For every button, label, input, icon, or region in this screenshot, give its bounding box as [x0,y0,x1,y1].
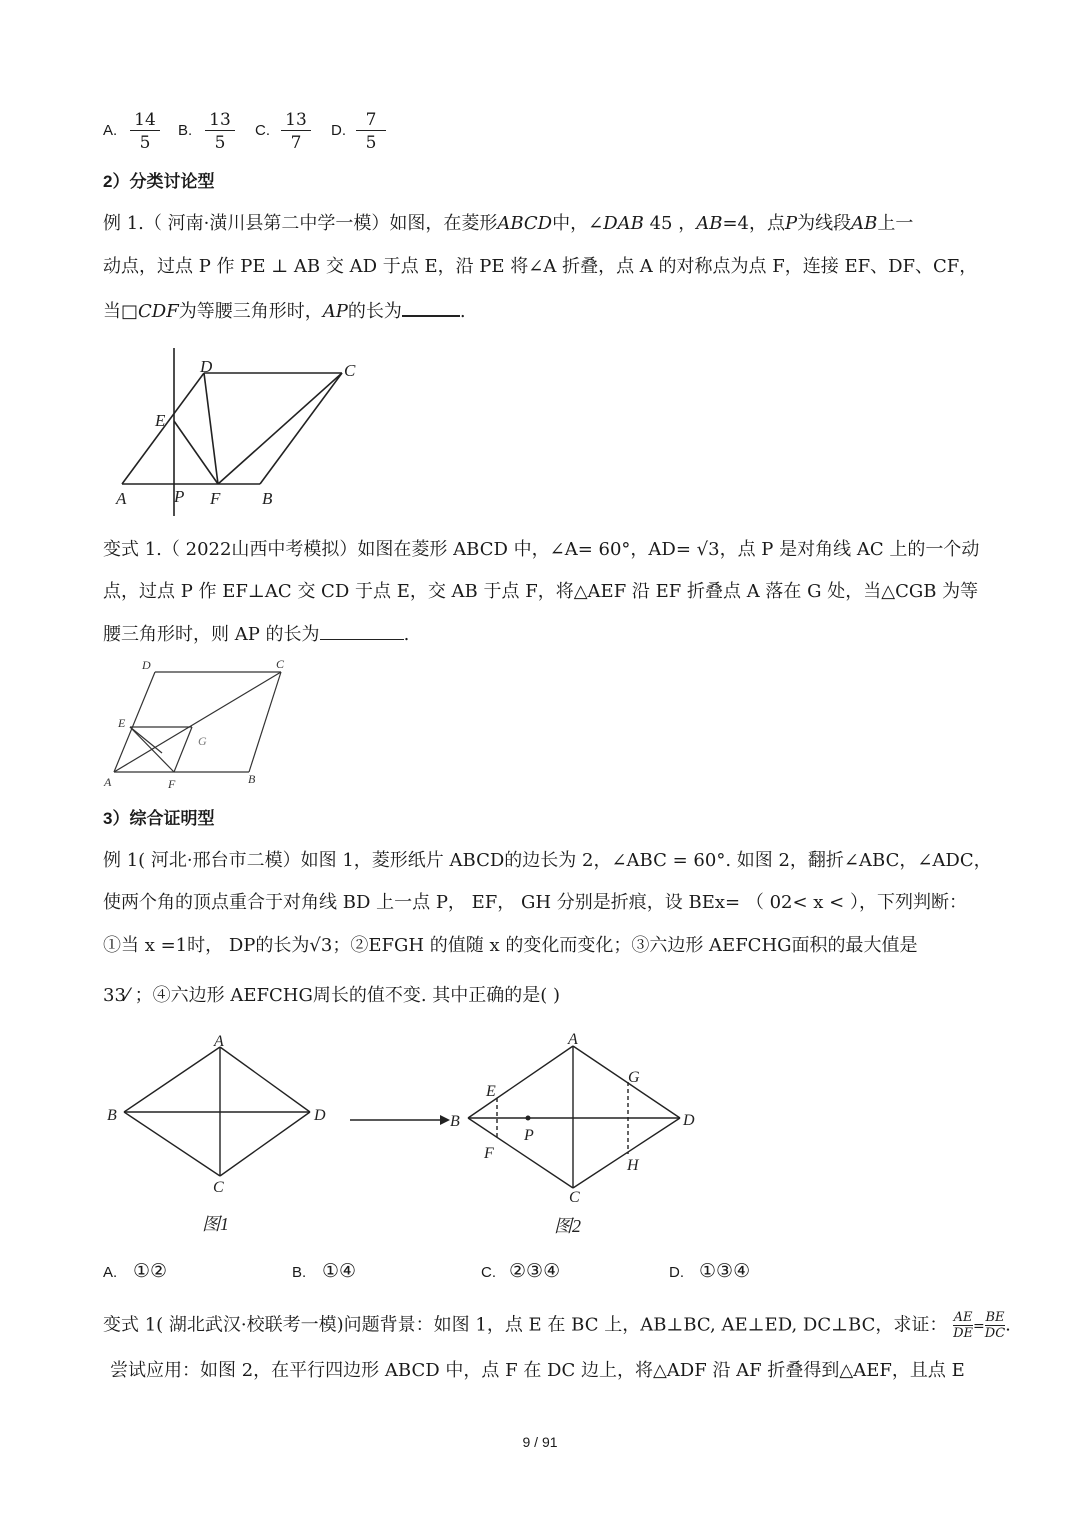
fig2-label-e: E [118,716,126,730]
ex1-line2: 动点，过点 P 作 PE ⊥ AB 交 AD 于点 E，沿 PE 将∠A 折叠，点 A 的对称点为点 F，连接 EF、DF、CF， [103,256,978,277]
figure-rhombus-fold-2 [100,655,300,795]
frac2-num: BE [985,1310,1005,1325]
fraction-ae-de [953,1310,973,1341]
ex1-l1-j: AB [851,213,878,234]
fig2-label-b: B [248,772,256,786]
var1-line3 [103,623,409,646]
s3-var1-l1-text: 变式 1( 湖北武汉·校联考一模)问题背景：如图 1，点 E 在 BC 上，AB⊥BC, AE⊥ED, DC⊥BC，求证： [103,1314,948,1336]
fig3a-label-c: C [213,1179,224,1196]
ex1-l1-k: 上一 [877,213,914,234]
fig1-label-e: E [155,411,166,430]
ex1-line3: 当□CDF为等腰三角形时，AP的长为 . [103,301,466,322]
var1-l3-a: 腰三角形时，则 AP 的长为 [103,624,320,645]
s3-ex1-line3: ①当 x =1时， DP的长为√3；②EFGH 的值随 x 的变化而变化；③六边形 AEFCHG面积的最大值是 [103,935,918,956]
figure-rhombus-3a [100,1032,340,1237]
fig3a-label-a: A [214,1033,224,1050]
fig2-label-c: C [276,657,285,671]
s3-option-b-letter: B. [292,1264,307,1281]
option-d-letter: D. [331,122,346,139]
ex1-l1-c: 中， [552,213,589,234]
s3-option-d-letter: D. [669,1264,684,1281]
frac1-num: AE [953,1310,973,1325]
ex1-l1-f: AB [696,213,723,234]
s3-var1-line1 [103,1310,1011,1341]
section3-heading: 3）综合证明型 [103,809,215,828]
side-bc [260,373,342,484]
ex1-l1-i: 为线段 [797,213,852,234]
fig2-label-g: G [198,734,207,748]
ex1-l3-b: CDF [138,301,179,322]
ex1-l3-f: . [459,301,466,322]
figure-rhombus-3b [440,1030,710,1245]
option-a-den: 5 [130,130,160,153]
segment-ep [130,727,162,753]
side-bc [249,672,281,772]
fig3b-label-g: G [628,1069,640,1086]
frac-end: . [1005,1314,1011,1336]
ex1-l1-e: 45 ， [643,213,697,234]
s3-option-d-text: ①③④ [699,1260,751,1282]
fig3b-label-h: H [627,1157,639,1174]
option-c-fraction [281,110,311,153]
side-ad [573,1046,680,1118]
s3-var1-line2: 尝试应用：如图 2，在平行四边形 ABCD 中，点 F 在 DC 边上，将△ADF 沿 AF 折叠得到△AEF，且点 E [110,1360,965,1381]
frac2-den: DC [984,1326,1006,1341]
ex1-l3-e: 的长为 [347,301,402,322]
fig1-label-a: A [116,489,127,508]
var1-line1: 变式 1.（ 2022山西中考模拟）如图在菱形 ABCD 中，∠A= 60°，AD= √3，点 P 是对角线 AC 上的一个动 [103,539,980,560]
fig2-label-d: D [142,658,151,672]
fig2-label-f: F [168,777,176,791]
frac1-den: DE [953,1326,974,1341]
fraction-be-dc [985,1310,1005,1341]
frac-equals: = [973,1318,985,1335]
ex1-l1-b: ABCD [497,213,553,234]
var1-l3-b: . [403,624,410,645]
ex1-l3-c: 为等腰三角形时， [178,301,323,322]
side-dc [573,1118,680,1188]
s3-option-c-letter: C. [481,1264,496,1281]
option-b-num: 13 [209,110,231,130]
ex1-line1 [103,213,913,235]
fig1-label-f: F [210,489,221,508]
s3-ex1-line1: 例 1( 河北·邢台市二模）如图 1，菱形纸片 ABCD的边长为 2，∠ABC = 60°. 如图 2，翻折∠ABC，∠ADC， [103,850,992,871]
s3-option-c-text: ②③④ [509,1260,561,1282]
answer-blank-1 [402,299,460,317]
ex1-l3-d: AP [322,301,348,322]
option-a-letter: A. [103,122,118,139]
fig3b-label-e: E [486,1083,496,1100]
segment-ef [130,727,174,772]
fig3b-label-b: B [450,1113,460,1130]
s3-option-a-text: ①② [133,1260,168,1282]
fig3b-label-f: F [484,1145,494,1162]
figure-rhombus-fold-1 [110,340,370,520]
fig3a-caption: 图1 [202,1214,229,1234]
fig3a-label-b: B [107,1107,117,1124]
side-ad [220,1047,310,1112]
fig1-label-p: P [174,487,185,506]
answer-blank-2 [320,623,404,640]
ex1-l1-h: P [785,213,798,234]
option-a-num: 14 [134,110,156,130]
fig1-label-b: B [262,489,273,508]
s3-option-a-letter: A. [103,1264,118,1281]
s3-ex1-line4: 33⁄ ；④六边形 AEFCHG周长的值不变. 其中正确的是( ) [103,985,561,1006]
fig3b-label-a: A [568,1031,578,1048]
fig3b-caption: 图2 [554,1216,581,1236]
option-d-den: 5 [356,130,386,153]
option-d-fraction [356,110,386,153]
segment-gf [174,727,192,772]
option-b-letter: B. [178,122,193,139]
side-ba [468,1046,573,1118]
option-c-den: 7 [281,130,311,153]
fig3a-label-d: D [314,1107,326,1124]
segment-cf [218,373,342,484]
fig1-label-d: D [200,357,213,376]
side-ba [124,1047,220,1112]
option-c-letter: C. [255,122,270,139]
option-c-num: 13 [285,110,307,130]
s3-ex1-line2: 使两个角的顶点重合于对角线 BD 上一点 P， EF， GH 分别是折痕，设 BEx= （ 02< x < ），下列判断： [103,892,967,913]
point-p [526,1116,531,1121]
page-number: 9 / 91 [522,1434,558,1450]
fig1-label-c: C [344,361,356,380]
option-b-den: 5 [205,130,235,153]
s3-option-b-text: ①④ [322,1260,357,1282]
ex1-l1-a: 例 1.（ 河南·潢川县第二中学一模）如图，在菱形 [103,213,498,234]
side-cb [124,1112,220,1176]
var1-line2: 点，过点 P 作 EF⊥AC 交 CD 于点 E，交 AB 于点 F，将△AEF 沿 EF 折叠点 A 落在 G 处，当△CGB 为等 [103,581,979,602]
fig3b-label-c: C [569,1189,580,1206]
fig3b-label-d: D [683,1112,695,1129]
ex1-l3-a: 当 [103,301,121,322]
section2-heading: 2）分类讨论型 [103,172,215,191]
diagonal-ac [114,672,281,772]
ex1-l1-d: ∠DAB [588,213,644,234]
ex1-l1-g: =4，点 [722,213,785,234]
fig2-label-a: A [104,775,112,789]
option-d-num: 7 [365,110,377,130]
fig3b-label-p: P [524,1127,534,1144]
side-dc [220,1112,310,1176]
option-a-fraction [130,110,160,153]
option-b-fraction [205,110,235,153]
